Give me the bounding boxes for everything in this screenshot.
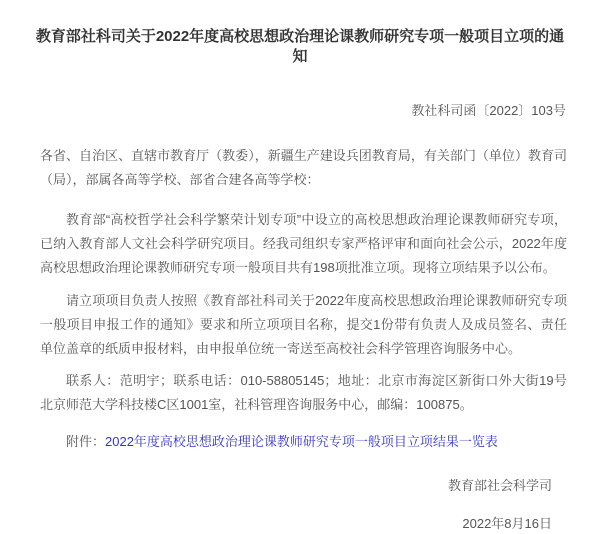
notice-body xyxy=(0,144,600,454)
issue-date: 2022年8月16日 xyxy=(462,516,552,531)
contact-info-paragraph: 联系人：范明宇；联系电话：010-58805145；地址：北京市海淀区新街口外大街19号北京师范大学科技楼C区1001室，社科管理咨询服务中心，邮编：100875。 xyxy=(40,373,567,412)
doc-number: 教社科司函〔2022〕103号 xyxy=(411,103,566,118)
attachment-line xyxy=(40,430,567,454)
issuing-department: 教育部社会科学司 xyxy=(447,478,552,493)
submission-instructions-paragraph: 请立项项目负责人按照《教育部社科司关于2022年度高校思想政治理论课教师研究专项一般项目申报工作的通知》要求和所立项项目名称，提交1份带有负责人及成员签名、责任单位盖章的纸质申报材料，由申报单位统一寄送至高校社会科学管理咨询服务中心。 xyxy=(40,293,567,356)
salutation-paragraph: 各省、自治区、直辖市教育厅（教委），新疆生产建设兵团教育局，有关部门（单位）教育司（局），部属各高等学校、部省合建各高等学校： xyxy=(40,148,567,187)
attachment-link[interactable]: 2022年度高校思想政治理论课教师研究专项一般项目立项结果一览表 xyxy=(105,434,498,449)
page-title: 教育部社科司关于2022年度高校思想政治理论课教师研究专项一般项目立项的通知 xyxy=(35,28,565,65)
signature-block xyxy=(0,476,600,534)
project-approval-paragraph: 教育部“高校哲学社会科学繁荣计划专项”中设立的高校思想政治理论课教师研究专项，已纳入教育部人文社会科学研究项目。经我司组织专家严格评审和面向社会公示，2022年度高校思想政治理论课教师研究专项一般项目共有198项批准立项。现将立项结果予以公布。 xyxy=(40,212,567,275)
attachment-label: 附件： xyxy=(66,434,106,449)
